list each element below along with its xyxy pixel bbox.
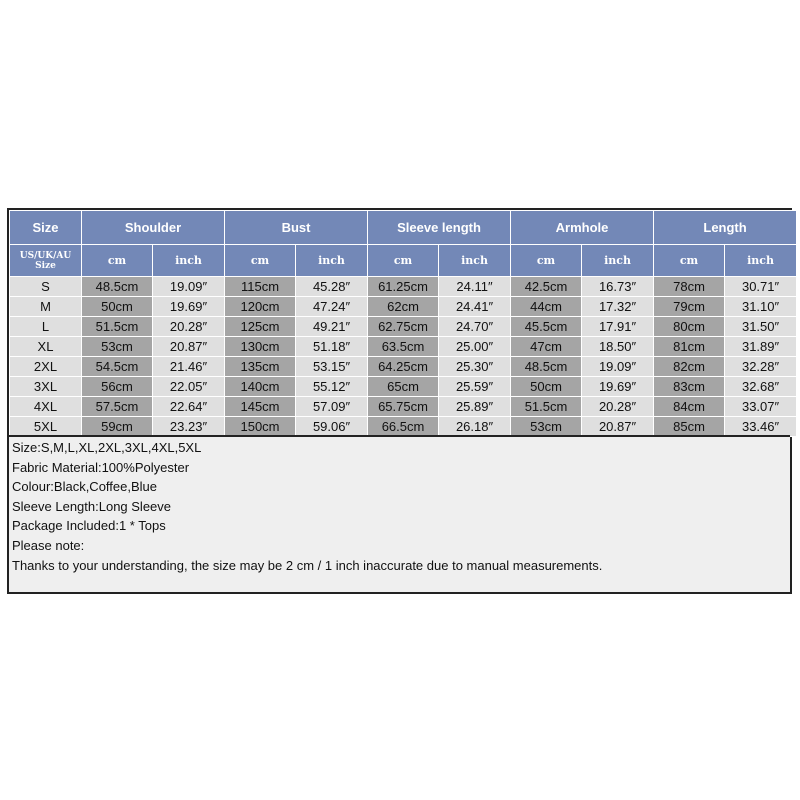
cm-cell: 150cm [225,417,296,437]
table-row [10,297,797,317]
table-row [10,317,797,337]
cm-cell: 54.5cm [82,357,153,377]
inch-cell: 55.12″ [296,377,368,397]
table-row [10,397,797,417]
inch-cell: 53.15″ [296,357,368,377]
inch-cell: 19.09″ [153,277,225,297]
size-cell: 2XL [10,357,82,377]
cm-cell: 66.5cm [368,417,439,437]
shoulder-header: Shoulder [82,211,225,245]
size-cell: XL [10,337,82,357]
length-header: Length [654,211,797,245]
inch-cell: 24.11″ [439,277,511,297]
inch-cell: 32.28″ [725,357,797,377]
cm-cell: 120cm [225,297,296,317]
cm-cell: 63.5cm [368,337,439,357]
inch-cell: 20.87″ [582,417,654,437]
cm-cell: 65.75cm [368,397,439,417]
inch-cell: 33.46″ [725,417,797,437]
cm-cell: 79cm [654,297,725,317]
inch-cell: 20.28″ [582,397,654,417]
cm-cell: 59cm [82,417,153,437]
region-size-label: Size [35,260,56,271]
note-fabric: Fabric Material:100%Polyester [12,459,190,475]
cm-cell: 115cm [225,277,296,297]
size-rows [10,277,797,437]
inch-cell: 32.68″ [725,377,797,397]
inch-cell: 33.07″ [725,397,797,417]
inch-cell: 25.59″ [439,377,511,397]
armhole-header: Armhole [511,211,654,245]
size-cell: 5XL [10,417,82,437]
table-row [10,277,797,297]
cm-cell: 53cm [511,417,582,437]
inch-cell: 19.69″ [582,377,654,397]
cm-cell: 42.5cm [511,277,582,297]
note-sizes: Size:S,M,L,XL,2XL,3XL,4XL,5XL [12,440,202,455]
unit-cm-header: cm [82,245,153,277]
note-disclaimer: Thanks to your understanding, the size may be 2 cm / 1 inch inaccurate due to manual measurements. [12,557,603,573]
size-chart [7,208,792,594]
inch-cell: 23.23″ [153,417,225,437]
inch-cell: 25.00″ [439,337,511,357]
cm-cell: 145cm [225,397,296,417]
inch-cell: 17.91″ [582,317,654,337]
note-colour: Colour:Black,Coffee,Blue [12,479,158,495]
inch-cell: 22.64″ [153,397,225,417]
inch-cell: 20.28″ [153,317,225,337]
cm-cell: 82cm [654,357,725,377]
cm-cell: 56cm [82,377,153,397]
unit-cm-header: cm [368,245,439,277]
note-please-note: Please note: [12,537,85,553]
cm-cell: 64.25cm [368,357,439,377]
table-row [10,357,797,377]
size-cell: S [10,277,82,297]
inch-cell: 18.50″ [582,337,654,357]
cm-cell: 81cm [654,337,725,357]
size-cell: 4XL [10,397,82,417]
cm-cell: 130cm [225,337,296,357]
inch-cell: 31.89″ [725,337,797,357]
cm-cell: 78cm [654,277,725,297]
cm-cell: 48.5cm [511,357,582,377]
inch-cell: 24.41″ [439,297,511,317]
cm-cell: 47cm [511,337,582,357]
cm-cell: 50cm [511,377,582,397]
inch-cell: 49.21″ [296,317,368,337]
unit-cm-header: cm [511,245,582,277]
product-notes [9,435,790,592]
inch-cell: 59.06″ [296,417,368,437]
cm-cell: 51.5cm [511,397,582,417]
inch-cell: 30.71″ [725,277,797,297]
cm-cell: 85cm [654,417,725,437]
inch-cell: 31.10″ [725,297,797,317]
inch-cell: 51.18″ [296,337,368,357]
region-label: US/UK/AU [19,250,72,261]
cm-cell: 62cm [368,297,439,317]
inch-cell: 25.30″ [439,357,511,377]
inch-cell: 20.87″ [153,337,225,357]
cm-cell: 125cm [225,317,296,337]
cm-cell: 140cm [225,377,296,397]
cm-cell: 57.5cm [82,397,153,417]
bust-header: Bust [225,211,368,245]
inch-cell: 19.69″ [153,297,225,317]
inch-cell: 19.09″ [582,357,654,377]
inch-cell: 57.09″ [296,397,368,417]
table-row [10,417,797,437]
inch-cell: 22.05″ [153,377,225,397]
cm-cell: 61.25cm [368,277,439,297]
unit-inch-header: inch [725,245,797,277]
cm-cell: 83cm [654,377,725,397]
cm-cell: 62.75cm [368,317,439,337]
size-table [9,210,797,437]
inch-cell: 16.73″ [582,277,654,297]
unit-inch-header: inch [296,245,368,277]
inch-cell: 45.28″ [296,277,368,297]
cm-cell: 84cm [654,397,725,417]
table-row [10,377,797,397]
inch-cell: 31.50″ [725,317,797,337]
unit-inch-header: inch [439,245,511,277]
cm-cell: 45.5cm [511,317,582,337]
inch-cell: 24.70″ [439,317,511,337]
cm-cell: 48.5cm [82,277,153,297]
inch-cell: 47.24″ [296,297,368,317]
unit-cm-header: cm [654,245,725,277]
sleeve-length-header: Sleeve length [368,211,511,245]
cm-cell: 80cm [654,317,725,337]
note-sleeve: Sleeve Length:Long Sleeve [12,498,172,514]
inch-cell: 21.46″ [153,357,225,377]
inch-cell: 25.89″ [439,397,511,417]
size-cell: 3XL [10,377,82,397]
cm-cell: 53cm [82,337,153,357]
inch-cell: 26.18″ [439,417,511,437]
cm-cell: 50cm [82,297,153,317]
inch-cell: 17.32″ [582,297,654,317]
table-row [10,337,797,357]
cm-cell: 51.5cm [82,317,153,337]
cm-cell: 135cm [225,357,296,377]
unit-inch-header: inch [582,245,654,277]
cm-cell: 65cm [368,377,439,397]
region-size-header [10,245,82,277]
size-cell: L [10,317,82,337]
unit-cm-header: cm [225,245,296,277]
size-header: Size [10,211,82,245]
unit-inch-header: inch [153,245,225,277]
unit-header-row [10,245,797,277]
cm-cell: 44cm [511,297,582,317]
group-header-row [10,211,797,245]
size-cell: M [10,297,82,317]
note-package: Package Included:1 * Tops [12,518,166,534]
